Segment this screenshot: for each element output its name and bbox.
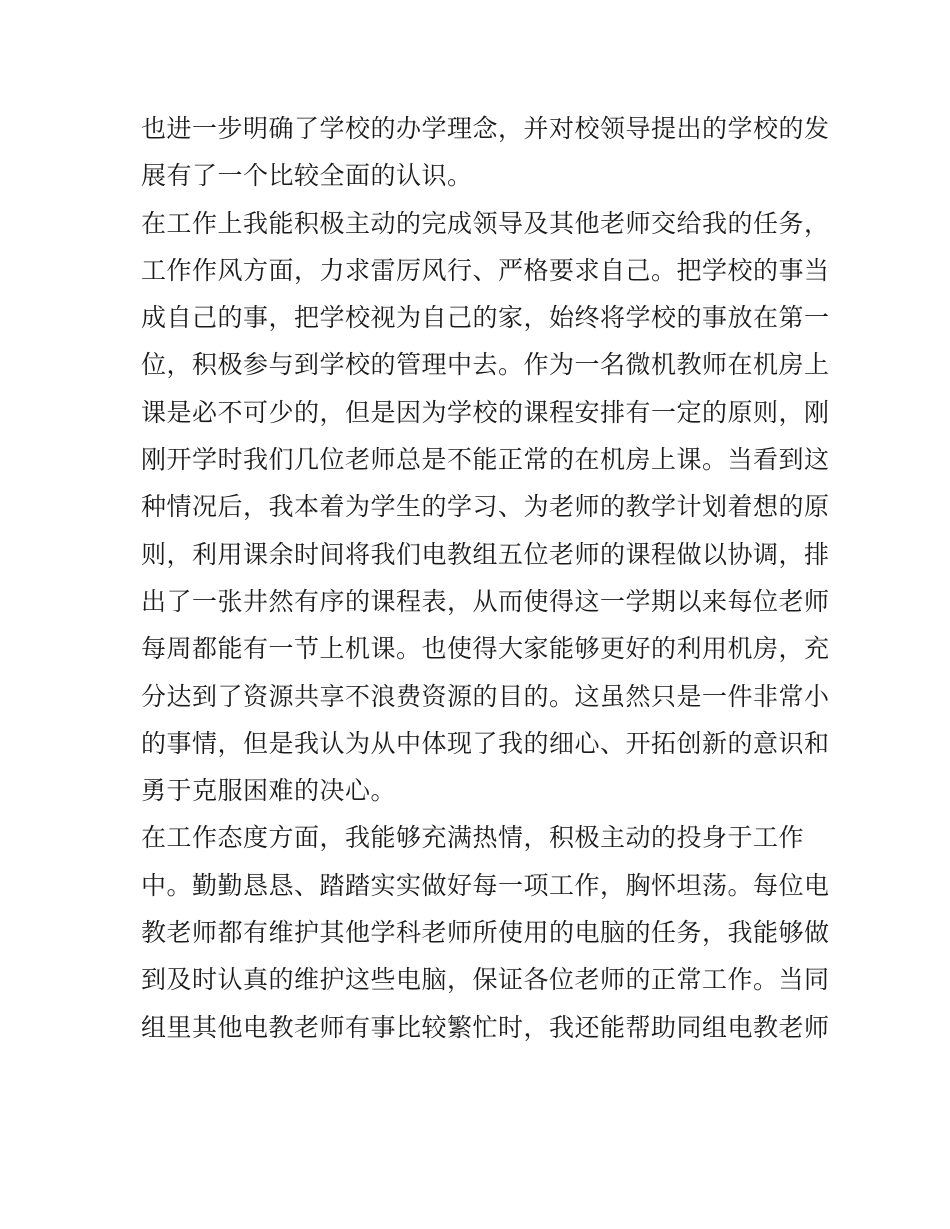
text-line: 每周都能有一节上机课。也使得大家能够更好的利用机房，充 <box>141 634 830 664</box>
text-line: 展有了一个比较全面的认识。 <box>141 161 473 191</box>
text-line: 在工作态度方面，我能够充满热情，积极主动的投身于工作 <box>141 823 805 853</box>
text-line: 出了一张井然有序的课程表，从而使得这一学期以来每位老师 <box>141 586 830 616</box>
text-line: 成自己的事，把学校视为自己的家，始终将学校的事放在第一 <box>141 303 830 333</box>
text-line: 课是必不可少的，但是因为学校的课程安排有一定的原则，刚 <box>141 397 830 427</box>
text-line: 种情况后，我本着为学生的学习、为老师的教学计划着想的原 <box>141 492 830 522</box>
text-line: 组里其他电教老师有事比较繁忙时，我还能帮助同组电教老师 <box>141 1012 830 1042</box>
body-text <box>141 105 830 1051</box>
text-line: 分达到了资源共享不浪费资源的目的。这虽然只是一件非常小 <box>141 681 830 711</box>
text-line: 也进一步明确了学校的办学理念，并对校领导提出的学校的发 <box>141 114 830 143</box>
text-line: 到及时认真的维护这些电脑，保证各位老师的正常工作。当同 <box>141 965 830 995</box>
text-line: 的事情，但是我认为从中体现了我的细心、开拓创新的意识和 <box>141 728 830 758</box>
text-line: 在工作上我能积极主动的完成领导及其他老师交给我的任务， <box>141 208 830 238</box>
text-line: 位，积极参与到学校的管理中去。作为一名微机教师在机房上 <box>141 350 830 380</box>
text-line: 中。勤勤恳恳、踏踏实实做好每一项工作，胸怀坦荡。每位电 <box>141 870 830 900</box>
text-line: 勇于克服困难的决心。 <box>141 776 397 806</box>
text-line: 刚开学时我们几位老师总是不能正常的在机房上课。当看到这 <box>141 445 830 475</box>
text-line: 工作作风方面，力求雷厉风行、严格要求自己。把学校的事当 <box>141 255 830 285</box>
text-line: 教老师都有维护其他学科老师所使用的电脑的任务，我能够做 <box>141 918 830 948</box>
text-line: 则，利用课余时间将我们电教组五位老师的课程做以协调，排 <box>141 539 830 569</box>
